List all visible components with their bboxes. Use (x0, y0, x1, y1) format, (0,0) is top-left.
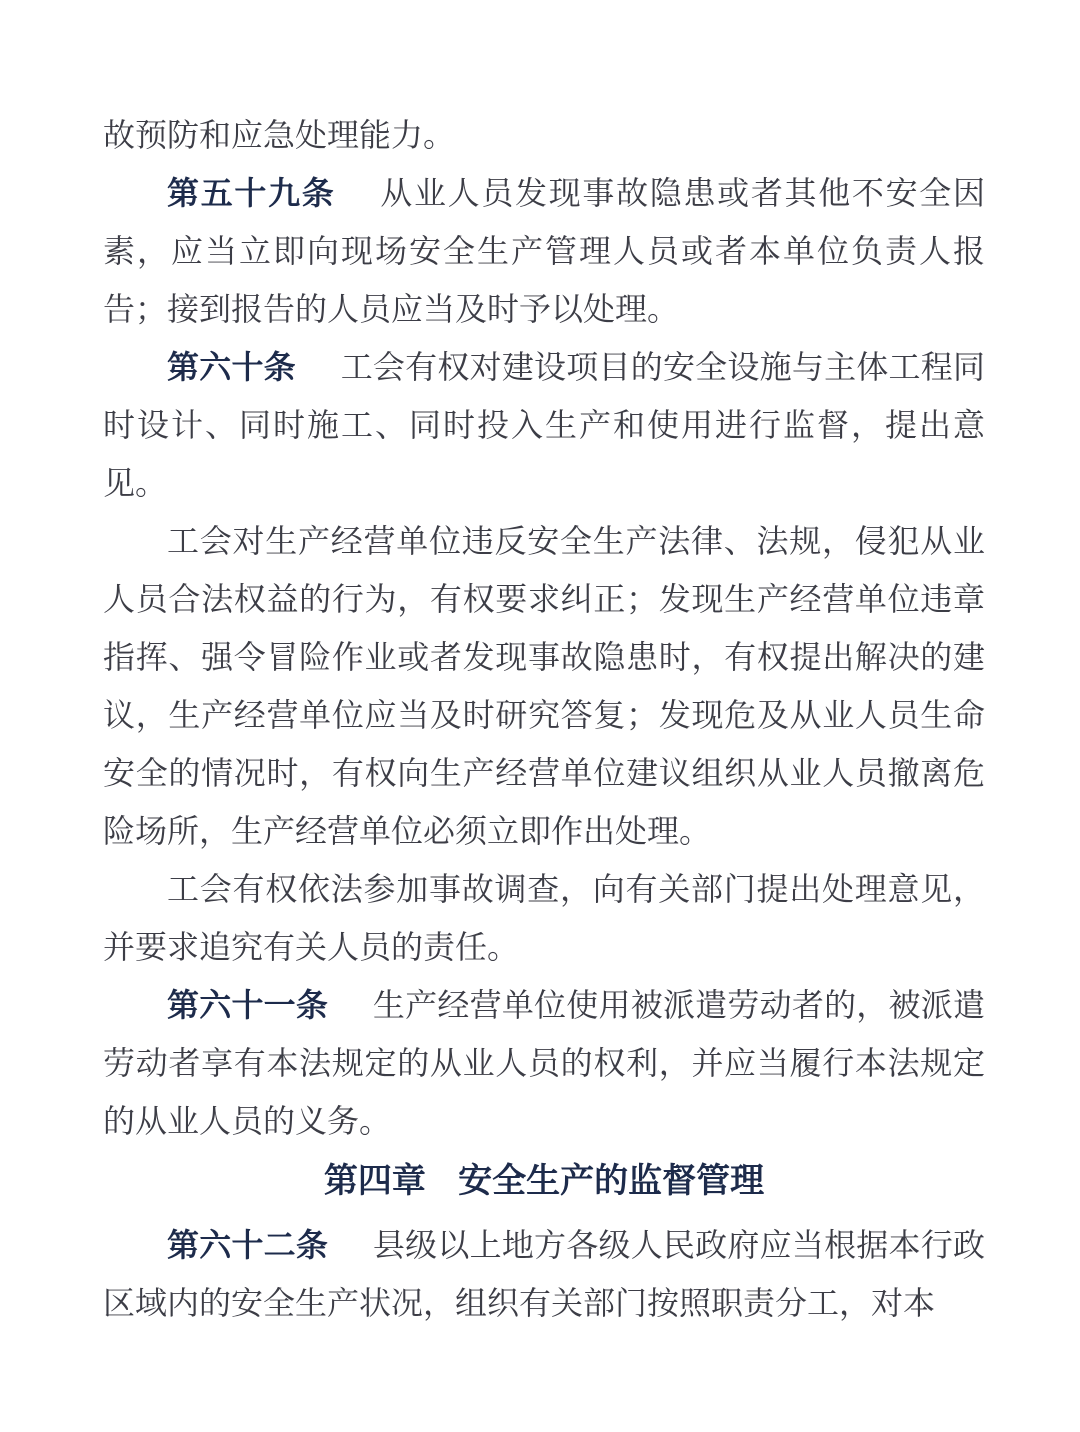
paragraph-text: 工会有权依法参加事故调查，向有关部门提出处理意见，并要求追究有关人员的责任。 (103, 871, 985, 965)
paragraph (103, 164, 985, 338)
paragraph (103, 860, 985, 976)
paragraph-text: 县级以上地方各级人民政府应当根据本行政区域内的安全生产状况，组织有关部门按照职责分工，对本 (103, 1227, 985, 1321)
paragraph-text: 工会对生产经营单位违反安全生产法律、法规，侵犯从业人员合法权益的行为，有权要求纠正；发现生产经营单位违章指挥、强令冒险作业或者发现事故隐患时，有权提出解决的建议，生产经营单位应当及时研究答复；发现危及从业人员生命安全的情况时，有权向生产经营单位建议组织从业人员撤离危险场所，生产经营单位必须立即作出处理。 (103, 523, 985, 849)
paragraph-text: 生产经营单位使用被派遣劳动者的，被派遣劳动者享有本法规定的从业人员的权利，并应当履行本法规定的从业人员的义务。 (103, 987, 985, 1139)
paragraph-text: 工会有权对建设项目的安全设施与主体工程同时设计、同时施工、同时投入生产和使用进行监督，提出意见。 (103, 349, 985, 501)
paragraph-text: 从业人员发现事故隐患或者其他不安全因素，应当立即向现场安全生产管理人员或者本单位负责人报告；接到报告的人员应当及时予以处理。 (103, 175, 985, 327)
article-number: 第六十二条 (167, 1227, 329, 1263)
paragraph (103, 1216, 985, 1332)
article-number: 第六十一条 (167, 987, 329, 1023)
chapter-title: 安全生产的监督管理 (458, 1162, 765, 1200)
paragraph (103, 512, 985, 860)
paragraph (103, 338, 985, 512)
chapter-heading (103, 1152, 985, 1210)
article-number: 第五十九条 (167, 175, 336, 211)
paragraph-text: 故预防和应急处理能力。 (103, 117, 456, 153)
article-number: 第六十条 (167, 349, 296, 385)
paragraph (103, 976, 985, 1150)
paragraph (103, 106, 985, 164)
chapter-number: 第四章 (323, 1162, 426, 1200)
